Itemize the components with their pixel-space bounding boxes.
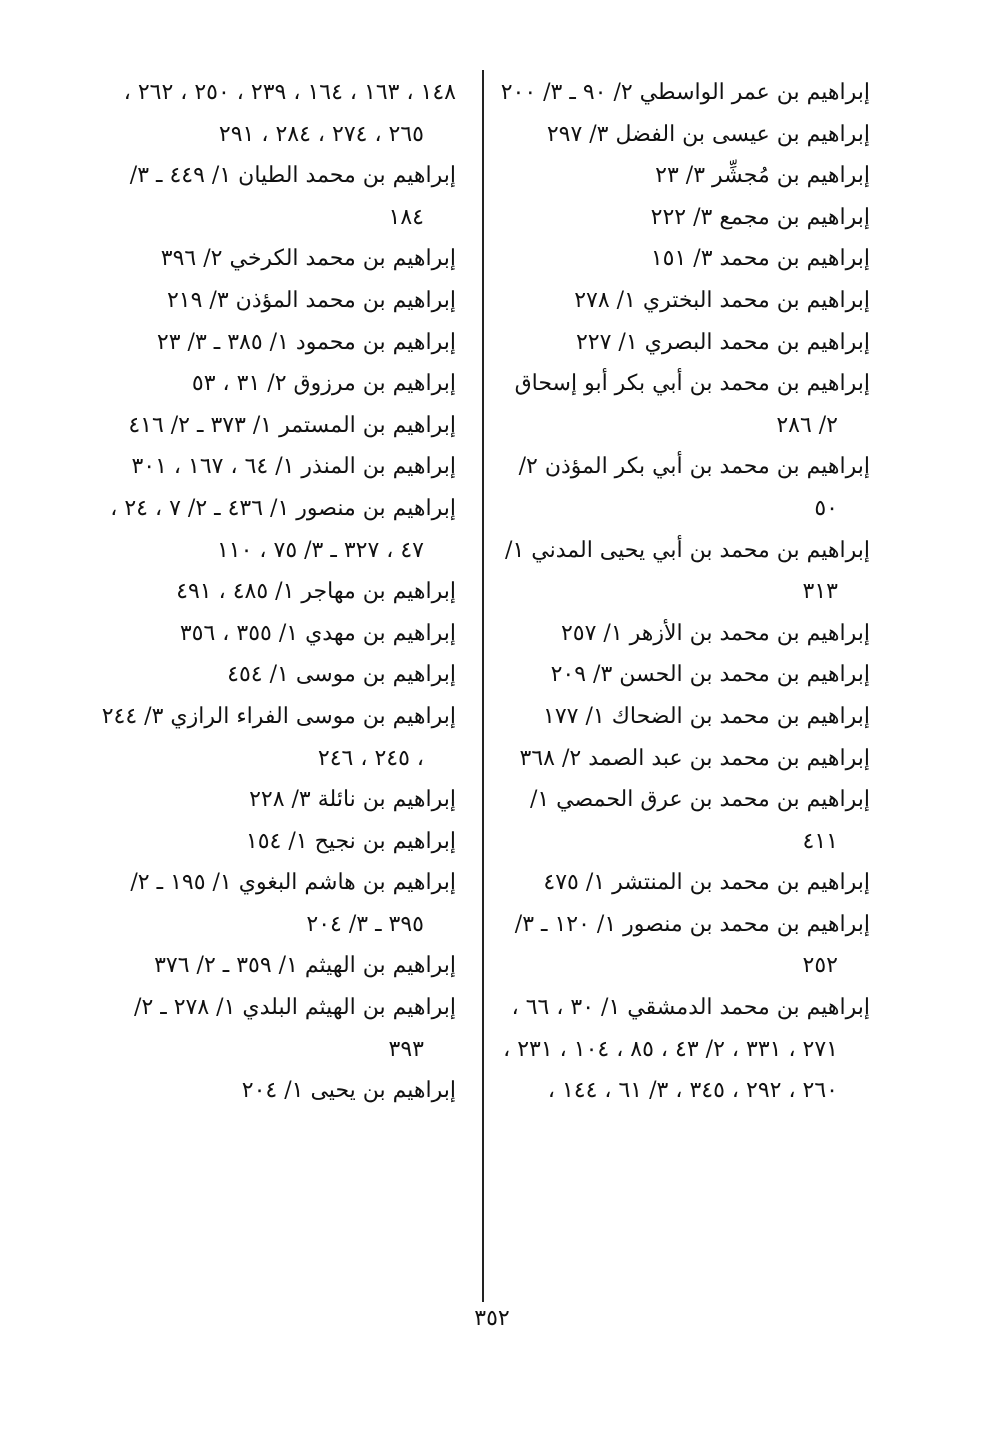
index-column-right — [498, 72, 870, 1112]
index-entry: إبراهيم بن محمد البختري ١/ ٢٧٨ — [574, 287, 870, 313]
index-entry: إبراهيم بن محمد بن أبي يحيى المدني ١/ ٣١٣ — [505, 537, 870, 605]
index-entry: إبراهيم بن محمد الكرخي ٢/ ٣٩٦ — [160, 246, 456, 272]
column-divider — [482, 70, 484, 1302]
index-entry: إبراهيم بن موسى الفراء الرازي ٣/ ٢٤٤ ، ٢٤٥ ، ٢٤٦ — [101, 703, 456, 771]
index-entry: إبراهيم بن محمد بن الحسن ٣/ ٢٠٩ — [550, 662, 870, 688]
index-entry: إبراهيم بن محمد الدمشقي ١/ ٣٠ ، ٦٦ ، ٢٧١ ، ٣٣١ ، ٢/ ٤٣ ، ٨٥ ، ١٠٤ ، ٢٣١ ، ٢٦٠ ، ٢٩٢ ، ٣٤٥ ، ٣/ ٦١ ، ١٤٤ ، — [503, 995, 870, 1104]
index-entry: إبراهيم بن هاشم البغوي ١/ ١٩٥ ـ ٢/ ٣٩٥ ـ ٣/ ٢٠٤ — [130, 870, 456, 937]
index-entry: إبراهيم بن عيسى بن الفضل ٣/ ٢٩٧ — [546, 121, 870, 147]
index-entry: إبراهيم بن محمد الطيان ١/ ٤٤٩ ـ ٣/ ١٨٤ — [129, 163, 456, 230]
index-entry: إبراهيم بن مُجشِّر ٣/ ٢٣ — [655, 163, 870, 189]
index-entry: إبراهيم بن محمد بن أبي بكر أبو إسحاق ٢/ ٢٨٦ — [514, 371, 870, 438]
index-entry: إبراهيم بن محمد البصري ١/ ٢٢٧ — [575, 329, 870, 355]
page-number: ٣٥٢ — [474, 1306, 510, 1331]
index-entry: إبراهيم بن منصور ١/ ٤٣٦ ـ ٢/ ٧ ، ٢٤ ، ٤٧ ، ٣٢٧ ـ ٣/ ٧٥ ، ١١٠ — [110, 495, 456, 563]
index-entry: إبراهيم بن نجيح ١/ ١٥٤ — [245, 828, 456, 854]
index-entry: إبراهيم بن محمد بن عبد الصمد ٢/ ٣٦٨ — [519, 745, 870, 771]
index-entry: إبراهيم بن مرزوق ٢/ ٣١ ، ٥٣ — [191, 371, 456, 397]
index-entry: إبراهيم بن محمد بن منصور ١/ ١٢٠ ـ ٣/ ٢٥٢ — [514, 911, 870, 979]
index-entry: إبراهيم بن محمد المؤذن ٣/ ٢١٩ — [166, 287, 456, 313]
index-entry: إبراهيم بن محمد بن أبي بكر المؤذن ٢/ ٥٠ — [518, 454, 870, 521]
index-entry: إبراهيم بن الهيثم البلدي ١/ ٢٧٨ ـ ٢/ ٣٩٣ — [134, 995, 456, 1062]
index-entry: إبراهيم بن نائلة ٣/ ٢٢٨ — [249, 787, 456, 813]
index-entry: إبراهيم بن الهيثم ١/ ٣٥٩ ـ ٢/ ٣٧٦ — [154, 953, 456, 979]
index-entry: إبراهيم بن المنذر ١/ ٦٤ ، ١٦٧ ، ٣٠١ — [131, 454, 456, 480]
index-entry: إبراهيم بن مهاجر ١/ ٤٨٥ ، ٤٩١ — [176, 579, 456, 605]
index-entry: إبراهيم بن موسى ١/ ٤٥٤ — [227, 662, 456, 688]
index-entry: إبراهيم بن محمد بن الأزهر ١/ ٢٥٧ — [560, 620, 870, 646]
index-entry: إبراهيم بن محمود ١/ ٣٨٥ ـ ٣/ ٢٣ — [156, 329, 456, 355]
index-column-left — [96, 72, 456, 1112]
index-entry: إبراهيم بن محمد بن المنتشر ١/ ٤٧٥ — [543, 870, 870, 896]
index-entry: إبراهيم بن المستمر ١/ ٣٧٣ ـ ٢/ ٤١٦ — [128, 412, 456, 438]
index-entry: إبراهيم بن مجمع ٣/ ٢٢٢ — [650, 204, 870, 230]
index-entry: إبراهيم بن يحيى ١/ ٢٠٤ — [241, 1078, 456, 1104]
index-entry: إبراهيم بن مهدي ١/ ٣٥٥ ، ٣٥٦ — [179, 620, 456, 646]
index-entry: إبراهيم بن عمر الواسطي ٢/ ٩٠ ـ ٣/ ٢٠٠ — [500, 80, 870, 105]
index-entry: ١٤٨ ، ١٦٣ ، ١٦٤ ، ٢٣٩ ، ٢٥٠ ، ٢٦٢ ، ٢٦٥ ، ٢٧٤ ، ٢٨٤ ، ٢٩١ — [123, 80, 456, 147]
index-entry: إبراهيم بن محمد بن الضحاك ١/ ١٧٧ — [543, 703, 870, 729]
index-entry: إبراهيم بن محمد بن عرق الحمصي ١/ ٤١١ — [529, 787, 870, 854]
index-entry: إبراهيم بن محمد ٣/ ١٥١ — [650, 246, 870, 272]
